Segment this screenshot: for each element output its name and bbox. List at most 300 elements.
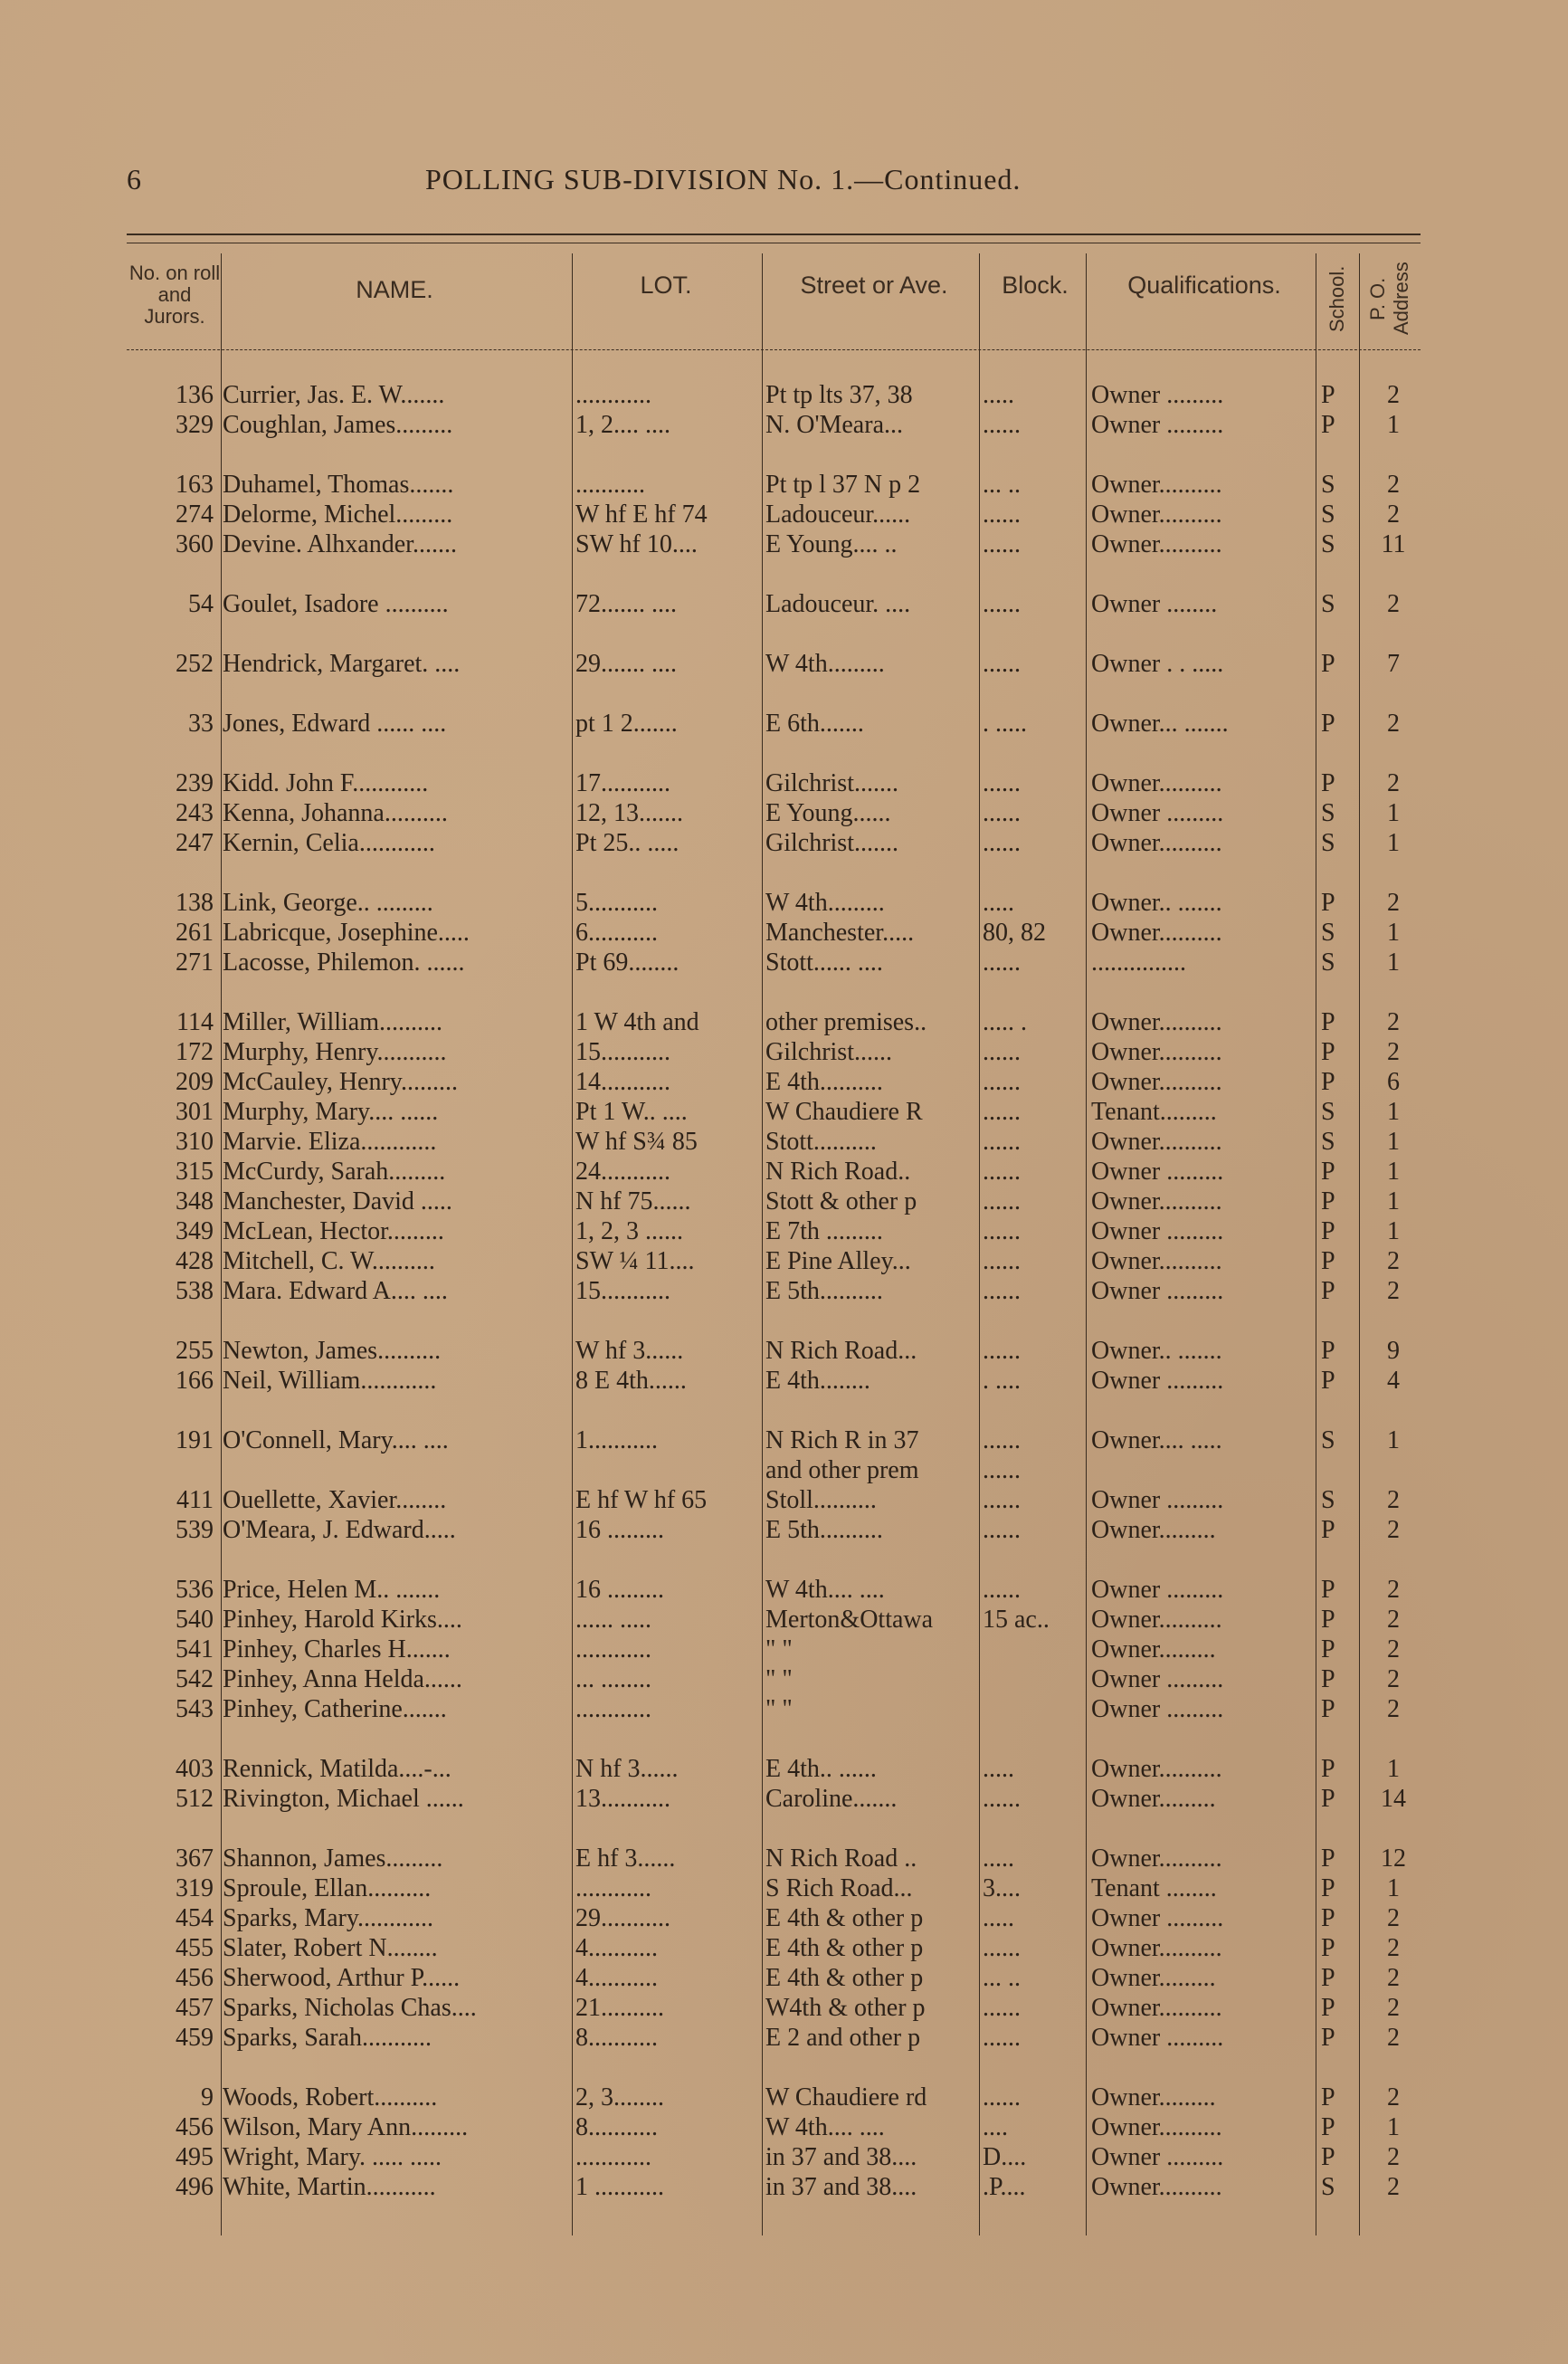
po-address-cell: 2 (1387, 1008, 1400, 1036)
school-cell: P (1321, 2113, 1335, 2141)
street-cell: E 4th & other p (765, 1964, 924, 1992)
table-row (127, 798, 1421, 828)
roll-number: 512 (176, 1785, 214, 1813)
qualification-cell: Tenant ........ (1091, 1874, 1217, 1902)
school-cell: P (1321, 1785, 1335, 1813)
table-row (127, 2023, 1421, 2053)
voter-name: Wright, Mary. ..... ..... (223, 2143, 442, 2171)
roll-number: 172 (176, 1038, 214, 1066)
street-cell: Merton&Ottawa (765, 1606, 934, 1634)
lot-cell: 16 ......... (575, 1516, 664, 1544)
page-header (127, 163, 1421, 208)
roll-number: 166 (176, 1367, 214, 1395)
school-cell: P (1321, 1964, 1335, 1992)
roll-number: 252 (176, 650, 214, 678)
voter-name: White, Martin........... (223, 2173, 436, 2201)
block-cell: ...... (983, 1785, 1021, 1813)
street-cell: W 4th.... .... (765, 2113, 885, 2141)
po-address-cell: 2 (1387, 471, 1400, 499)
block-cell: ..... (983, 1755, 1014, 1783)
table-row (127, 1067, 1421, 1097)
street-cell: E 5th.......... (765, 1277, 883, 1305)
school-cell: S (1321, 919, 1335, 947)
block-cell: ...... (983, 1277, 1021, 1305)
table-row (127, 649, 1421, 679)
table-row (127, 1993, 1421, 2023)
voter-name: Sparks, Mary............ (223, 1904, 434, 1932)
lot-cell: 29........... (575, 1904, 670, 1932)
school-cell: P (1321, 1635, 1335, 1663)
qualification-cell: Tenant......... (1091, 1098, 1217, 1126)
school-cell: P (1321, 1247, 1335, 1275)
block-cell: ...... (983, 1934, 1021, 1962)
lot-cell: ............ (575, 381, 651, 409)
lot-cell: 1, 2, 3 ...... (575, 1217, 683, 1245)
school-cell: S (1321, 1098, 1335, 1126)
qualification-cell: Owner.......... (1091, 2173, 1222, 2201)
roll-number: 239 (176, 769, 214, 797)
roll-number: 411 (176, 1486, 214, 1514)
school-cell: P (1321, 1158, 1335, 1186)
street-cell: Gilchrist...... (765, 1038, 892, 1066)
column-header-block: Block. (1002, 272, 1069, 299)
table-row (127, 1903, 1421, 1933)
qualification-cell: Owner.... ..... (1091, 1426, 1222, 1454)
school-cell: P (1321, 1068, 1335, 1096)
table-row (127, 1515, 1421, 1545)
po-address-cell: 2 (1387, 1576, 1400, 1604)
po-address-cell: 2 (1387, 1904, 1400, 1932)
roll-number: 261 (176, 919, 214, 947)
qualification-cell: Owner.......... (1091, 1755, 1222, 1783)
po-address-cell: 2 (1387, 381, 1400, 409)
school-cell: P (1321, 2083, 1335, 2111)
roll-number: 274 (176, 500, 214, 529)
block-cell: ...... (983, 2083, 1021, 2111)
table-row (127, 529, 1421, 559)
roll-number: 538 (176, 1277, 214, 1305)
po-address-cell: 1 (1387, 411, 1400, 439)
block-cell: ...... (983, 1098, 1021, 1126)
lot-cell: 14........... (575, 1068, 670, 1096)
table-row (127, 768, 1421, 798)
voter-name: Devine. Alhxander....... (223, 530, 457, 558)
po-address-cell: 1 (1387, 799, 1400, 827)
street-cell: Pt tp lts 37, 38 (765, 381, 913, 409)
table-row (127, 888, 1421, 918)
block-cell: ...... (983, 650, 1021, 678)
voter-name: Murphy, Mary.... ...... (223, 1098, 439, 1126)
street-cell: " " (765, 1695, 793, 1723)
qualification-cell: Owner......... (1091, 1516, 1216, 1544)
voter-name: Currier, Jas. E. W....... (223, 381, 445, 409)
lot-cell: 8........... (575, 2024, 658, 2052)
qualification-cell: Owner . . ..... (1091, 650, 1224, 678)
lot-cell: 17........... (575, 769, 670, 797)
po-address-cell: 2 (1387, 1994, 1400, 2022)
voter-name: Jones, Edward ...... .... (223, 710, 447, 738)
voter-name: Pinhey, Anna Helda...... (223, 1665, 462, 1693)
qualification-cell: Owner ......... (1091, 1486, 1224, 1514)
voter-name: McCauley, Henry......... (223, 1068, 458, 1096)
roll-number: 540 (176, 1606, 214, 1634)
school-cell: P (1321, 1337, 1335, 1365)
lot-cell: W hf 3...... (575, 1337, 684, 1365)
lot-cell: 1 ........... (575, 2173, 664, 2201)
voter-name: Lacosse, Philemon. ...... (223, 948, 465, 977)
street-cell: E 2 and other p (765, 2024, 921, 2052)
street-cell: E Young...... (765, 799, 891, 827)
lot-cell: 4........... (575, 1934, 658, 1962)
roll-number: 209 (176, 1068, 214, 1096)
lot-cell: 12, 13....... (575, 799, 683, 827)
roll-number: 349 (176, 1217, 214, 1245)
voter-name: Sparks, Nicholas Chas.... (223, 1994, 477, 2022)
voter-list (127, 380, 1421, 2202)
voter-name: Murphy, Henry........... (223, 1038, 447, 1066)
block-cell: ...... (983, 1994, 1021, 2022)
voter-name: Duhamel, Thomas....... (223, 471, 454, 499)
street-cell: W 4th.... .... (765, 1576, 885, 1604)
roll-number: 456 (176, 1964, 214, 1992)
street-cell: in 37 and 38.... (765, 2143, 917, 2171)
lot-cell: 21.......... (575, 1994, 664, 2022)
roll-number: 348 (176, 1187, 214, 1215)
lot-cell: 15........... (575, 1277, 670, 1305)
roll-number: 367 (176, 1844, 214, 1873)
school-cell: P (1321, 1606, 1335, 1634)
po-address-cell: 2 (1387, 1038, 1400, 1066)
voter-name: Mara. Edward A.... .... (223, 1277, 448, 1305)
qualification-cell: Owner ........ (1091, 590, 1218, 618)
school-cell: S (1321, 500, 1335, 529)
voter-name: Sproule, Ellan.......... (223, 1874, 432, 1902)
school-cell: P (1321, 1038, 1335, 1066)
qualification-cell: Owner.......... (1091, 1068, 1222, 1096)
street-cell: N. O'Meara... (765, 411, 903, 439)
lot-cell: 6........... (575, 919, 658, 947)
block-cell: ...... (983, 2024, 1021, 2052)
po-address-cell: 2 (1387, 590, 1400, 618)
voter-name: Woods, Robert.......... (223, 2083, 438, 2111)
school-cell: P (1321, 1008, 1335, 1036)
po-address-cell: 1 (1387, 829, 1400, 857)
block-cell: ..... . (983, 1008, 1027, 1036)
po-address-cell: 2 (1387, 1516, 1400, 1544)
block-cell: ..... (983, 1844, 1014, 1873)
street-cell: E 5th.......... (765, 1516, 883, 1544)
roll-number: 454 (176, 1904, 214, 1932)
school-cell: P (1321, 1576, 1335, 1604)
street-cell: W 4th......... (765, 889, 885, 917)
lot-cell: SW ¼ 11.... (575, 1247, 695, 1275)
qualification-cell: Owner.......... (1091, 1128, 1222, 1156)
voter-name: Kenna, Johanna.......... (223, 799, 448, 827)
block-cell: ...... (983, 1187, 1021, 1215)
table-row (127, 1575, 1421, 1605)
table-row (127, 1635, 1421, 1664)
roll-number: 459 (176, 2024, 214, 2052)
school-cell: P (1321, 1844, 1335, 1873)
lot-cell: W hf E hf 74 (575, 500, 708, 529)
qualification-cell: Owner ......... (1091, 1277, 1224, 1305)
roll-number: 543 (176, 1695, 214, 1723)
block-cell: ...... (983, 829, 1021, 857)
block-cell: ...... (983, 1426, 1021, 1454)
table-row (127, 1246, 1421, 1276)
school-cell: S (1321, 590, 1335, 618)
qualification-cell: Owner......... (1091, 2083, 1216, 2111)
po-address-cell: 2 (1387, 2024, 1400, 2052)
qualification-cell: Owner.......... (1091, 2113, 1222, 2141)
qualification-cell: Owner.......... (1091, 1247, 1222, 1275)
roll-number: 163 (176, 471, 214, 499)
table-row (127, 410, 1421, 440)
po-address-cell: 6 (1387, 1068, 1400, 1096)
block-cell: D.... (983, 2143, 1027, 2171)
roll-number: 191 (176, 1426, 214, 1454)
page-title: POLLING SUB-DIVISION No. 1.—Continued. (425, 163, 1022, 195)
voter-name: Rennick, Matilda....-... (223, 1755, 451, 1783)
block-cell: ... .. (983, 471, 1021, 499)
qualification-cell: Owner.......... (1091, 1038, 1222, 1066)
voter-name: Marvie. Eliza............ (223, 1128, 437, 1156)
po-address-cell: 2 (1387, 1665, 1400, 1693)
voter-name: Pinhey, Harold Kirks.... (223, 1606, 462, 1634)
po-address-cell: 7 (1387, 650, 1400, 678)
lot-cell: Pt 69........ (575, 948, 679, 977)
block-cell: ...... (983, 799, 1021, 827)
po-address-cell: 14 (1381, 1785, 1406, 1813)
lot-cell: 1........... (575, 1426, 658, 1454)
roll-number: 536 (176, 1576, 214, 1604)
qualification-cell: Owner.......... (1091, 530, 1222, 558)
po-address-cell: 9 (1387, 1337, 1400, 1365)
roll-number: 310 (176, 1128, 214, 1156)
block-cell: . .... (983, 1367, 1021, 1395)
street-cell: N Rich R in 37 (765, 1426, 919, 1454)
table-row (127, 2083, 1421, 2112)
qualification-cell: Owner ......... (1091, 2024, 1224, 2052)
column-header-street: Street or Ave. (800, 272, 948, 299)
voter-name: Coughlan, James......... (223, 411, 453, 439)
po-address-cell: 2 (1387, 769, 1400, 797)
roll-number: 243 (176, 799, 214, 827)
block-cell: ...... (983, 769, 1021, 797)
lot-cell: ... ........ (575, 1665, 651, 1693)
school-cell: P (1321, 411, 1335, 439)
roll-number: 495 (176, 2143, 214, 2171)
table-row (127, 1485, 1421, 1515)
school-cell: P (1321, 1187, 1335, 1215)
street-cell: Gilchrist....... (765, 829, 898, 857)
po-address-cell: 1 (1387, 1217, 1400, 1245)
qualification-cell: Owner.......... (1091, 500, 1222, 529)
table-row (127, 2172, 1421, 2202)
table-row (127, 380, 1421, 410)
lot-cell: 24........... (575, 1158, 670, 1186)
qualification-cell: Owner... ....... (1091, 710, 1229, 738)
street-cell: Ladouceur...... (765, 500, 911, 529)
qualification-cell: Owner ......... (1091, 1158, 1224, 1186)
block-cell: ...... (983, 948, 1021, 977)
voter-name: Kernin, Celia............ (223, 829, 435, 857)
school-cell: P (1321, 1994, 1335, 2022)
voter-name: Pinhey, Catherine....... (223, 1695, 447, 1723)
lot-cell: W hf S¾ 85 (575, 1128, 698, 1156)
table-row (127, 1664, 1421, 1694)
lot-cell: N hf 75...... (575, 1187, 691, 1215)
po-address-cell: 2 (1387, 1934, 1400, 1962)
roll-number: 54 (188, 590, 214, 618)
table-row (127, 709, 1421, 739)
street-cell: W 4th......... (765, 650, 885, 678)
qualification-cell: Owner ......... (1091, 1695, 1224, 1723)
school-cell: S (1321, 530, 1335, 558)
voter-name: Neil, William............ (223, 1367, 437, 1395)
roll-number: 301 (176, 1098, 214, 1126)
block-cell: ...... (983, 411, 1021, 439)
po-address-cell: 2 (1387, 1486, 1400, 1514)
po-address-cell: 2 (1387, 2173, 1400, 2201)
voter-name: Shannon, James......... (223, 1844, 443, 1873)
voter-name: Link, George.. ......... (223, 889, 433, 917)
street-cell: E 4th.......... (765, 1068, 883, 1096)
school-cell: S (1321, 799, 1335, 827)
school-cell: P (1321, 2143, 1335, 2171)
roll-number: 496 (176, 2173, 214, 2201)
qualification-cell: Owner.. ....... (1091, 889, 1222, 917)
school-cell: P (1321, 2024, 1335, 2052)
qualification-cell: Owner ......... (1091, 411, 1224, 439)
block-cell: .P.... (983, 2173, 1026, 2201)
block-cell: ...... (983, 1576, 1021, 1604)
roll-number: 33 (188, 710, 214, 738)
po-address-cell: 1 (1387, 948, 1400, 977)
lot-cell: 8........... (575, 2113, 658, 2141)
qualification-cell: Owner.......... (1091, 1008, 1222, 1036)
po-address-cell: 2 (1387, 710, 1400, 738)
school-cell: S (1321, 1486, 1335, 1514)
street-cell: E 4th & other p (765, 1904, 924, 1932)
table-row (127, 1873, 1421, 1903)
roll-number: 456 (176, 2113, 214, 2141)
street-cell: N Rich Road... (765, 1337, 917, 1365)
roll-number: 271 (176, 948, 214, 977)
po-address-cell: 1 (1387, 2113, 1400, 2141)
roll-number: 541 (176, 1635, 214, 1663)
roll-number: 255 (176, 1337, 214, 1365)
street-cell: " " (765, 1665, 793, 1693)
lot-cell: 15........... (575, 1038, 670, 1066)
po-address-cell: 1 (1387, 1098, 1400, 1126)
lot-cell: pt 1 2....... (575, 710, 678, 738)
column-header-school: School. (1326, 265, 1348, 332)
roll-number: 428 (176, 1247, 214, 1275)
school-cell: S (1321, 948, 1335, 977)
table-row (127, 2112, 1421, 2142)
school-cell: P (1321, 1934, 1335, 1962)
street-cell: W Chaudiere R (765, 1098, 923, 1126)
street-cell: E 7th ......... (765, 1217, 883, 1245)
school-cell: P (1321, 381, 1335, 409)
street-cell: E Pine Alley... (765, 1247, 911, 1275)
school-cell: P (1321, 1277, 1335, 1305)
lot-cell: ............ (575, 1695, 651, 1723)
table-row (127, 1157, 1421, 1187)
school-cell: S (1321, 471, 1335, 499)
roll-number: 247 (176, 829, 214, 857)
po-address-cell: 1 (1387, 1426, 1400, 1454)
school-cell: P (1321, 1516, 1335, 1544)
qualification-cell: Owner ......... (1091, 799, 1224, 827)
street-cell: Stott & other p (765, 1187, 917, 1215)
column-header-po-address: P. O. Address (1366, 262, 1412, 336)
lot-cell: 13........... (575, 1785, 670, 1813)
street-cell: and other prem (765, 1456, 919, 1484)
lot-cell: SW hf 10.... (575, 530, 698, 558)
po-address-cell: 2 (1387, 1247, 1400, 1275)
qualification-cell: Owner ......... (1091, 1217, 1224, 1245)
po-address-cell: 2 (1387, 2143, 1400, 2171)
table-row (127, 1844, 1421, 1873)
qualification-cell: Owner.......... (1091, 769, 1222, 797)
po-address-cell: 2 (1387, 1635, 1400, 1663)
roll-number: 329 (176, 411, 214, 439)
po-address-cell: 1 (1387, 1755, 1400, 1783)
lot-cell: E hf W hf 65 (575, 1486, 708, 1514)
document-page (127, 136, 1421, 2217)
lot-cell: 16 ......... (575, 1576, 664, 1604)
block-cell: ...... (983, 1337, 1021, 1365)
school-cell: P (1321, 1904, 1335, 1932)
qualification-cell: Owner ......... (1091, 2143, 1224, 2171)
po-address-cell: 1 (1387, 1187, 1400, 1215)
voter-name: McCurdy, Sarah......... (223, 1158, 446, 1186)
table-row (127, 1366, 1421, 1396)
voter-name: Sherwood, Arthur P...... (223, 1964, 461, 1992)
po-address-cell: 11 (1381, 530, 1406, 558)
block-cell: ... .. (983, 1964, 1021, 1992)
roll-number: 138 (176, 889, 214, 917)
voter-name: Hendrick, Margaret. .... (223, 650, 461, 678)
qualification-cell: Owner......... (1091, 1635, 1216, 1663)
qualification-cell: Owner ......... (1091, 1576, 1224, 1604)
po-address-cell: 2 (1387, 1964, 1400, 1992)
voter-name: Slater, Robert N........ (223, 1934, 438, 1962)
school-cell: P (1321, 1755, 1335, 1783)
po-address-cell: 2 (1387, 1277, 1400, 1305)
street-cell: W4th & other p (765, 1994, 926, 2022)
street-cell: Gilchrist....... (765, 769, 898, 797)
lot-cell: N hf 3...... (575, 1755, 679, 1783)
lot-cell: ............ (575, 2143, 651, 2171)
table-row (127, 589, 1421, 619)
roll-number: 539 (176, 1516, 214, 1544)
street-cell: N Rich Road.. (765, 1158, 911, 1186)
block-cell: ...... (983, 1038, 1021, 1066)
school-cell: S (1321, 2173, 1335, 2201)
voter-name: Miller, William.......... (223, 1008, 442, 1036)
lot-cell: 4........... (575, 1964, 658, 1992)
block-cell: 3.... (983, 1874, 1021, 1902)
table-row (127, 1754, 1421, 1784)
street-cell: in 37 and 38.... (765, 2173, 917, 2201)
table-row (127, 1127, 1421, 1157)
roll-number: 136 (176, 381, 214, 409)
table-row (127, 470, 1421, 500)
table-row (127, 1425, 1421, 1455)
